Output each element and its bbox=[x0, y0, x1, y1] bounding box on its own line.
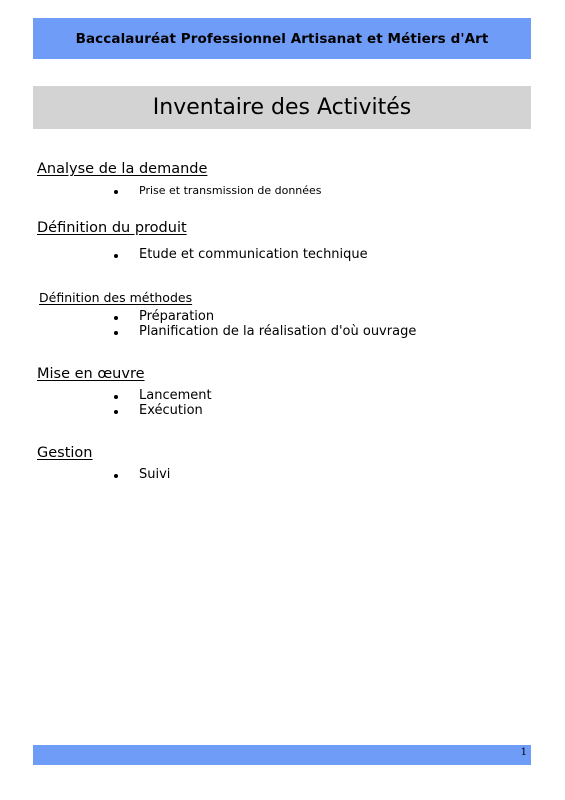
section-heading-analyse: Analyse de la demande bbox=[37, 161, 208, 177]
bullet-icon bbox=[114, 410, 118, 414]
bullet-icon bbox=[114, 331, 118, 335]
list-item bbox=[112, 388, 212, 403]
title-band bbox=[33, 86, 531, 129]
section-heading-mise-en-oeuvre: Mise en œuvre bbox=[37, 366, 145, 382]
page-title: Inventaire des Activités bbox=[152, 95, 412, 120]
header-band bbox=[33, 18, 531, 59]
list-item-label: Exécution bbox=[139, 403, 203, 418]
section-heading-produit: Définition du produit bbox=[37, 220, 187, 236]
bullet-list-gestion bbox=[112, 467, 170, 482]
list-item bbox=[112, 247, 368, 262]
bullet-list-analyse bbox=[112, 183, 322, 199]
bullet-icon bbox=[114, 190, 118, 194]
list-item-label: Prise et transmission de données bbox=[139, 184, 322, 197]
page-number: 1 bbox=[520, 747, 527, 758]
list-item-label: Lancement bbox=[139, 388, 212, 403]
bullet-icon bbox=[114, 395, 118, 399]
list-item bbox=[112, 183, 322, 199]
section-heading-methodes: Définition des méthodes bbox=[39, 290, 193, 305]
list-item-label: Préparation bbox=[139, 309, 215, 324]
list-item bbox=[112, 324, 416, 339]
header-title: Baccalauréat Professionnel Artisanat et Métiers d'Art bbox=[75, 30, 489, 47]
section-heading-gestion: Gestion bbox=[37, 445, 93, 461]
bullet-list-produit bbox=[112, 247, 368, 262]
bullet-icon bbox=[114, 474, 118, 478]
list-item-label: Etude et communication technique bbox=[139, 247, 368, 262]
list-item-label: Planification de la réalisation d'où ouvrage bbox=[139, 324, 417, 339]
list-item bbox=[112, 467, 170, 482]
footer-band bbox=[33, 745, 531, 765]
bullet-icon bbox=[114, 316, 118, 320]
list-item-label: Suivi bbox=[139, 467, 171, 482]
bullet-list-mise-en-oeuvre bbox=[112, 388, 212, 418]
bullet-list-methodes bbox=[112, 309, 416, 339]
list-item bbox=[112, 403, 212, 418]
bullet-icon bbox=[114, 254, 118, 258]
list-item bbox=[112, 309, 416, 324]
